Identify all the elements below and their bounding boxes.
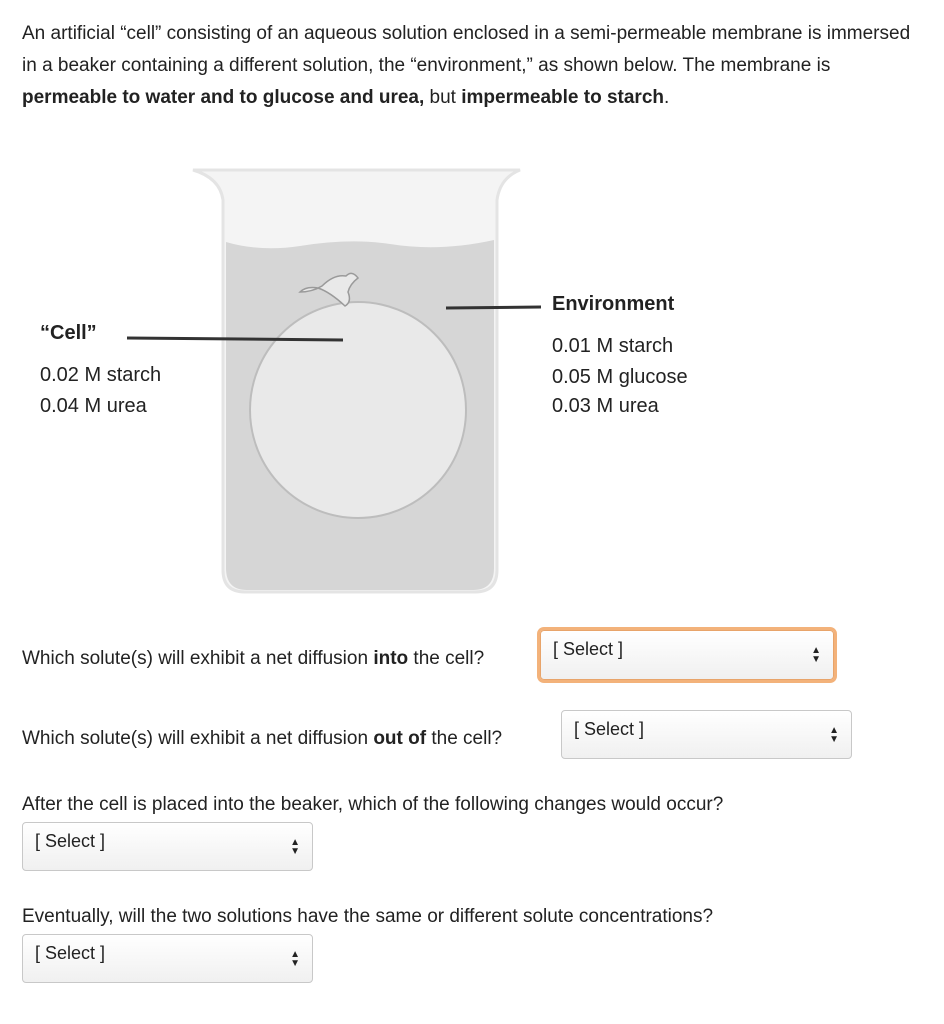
select-concentrations[interactable] <box>22 934 313 983</box>
select-value: [ Select ] <box>35 943 106 963</box>
intro-bold-permeable: permeable to water and to glucose and urea, <box>22 87 425 108</box>
intro-bold-impermeable: impermeable to starch <box>461 87 664 108</box>
cell-solute-urea: 0.04 M urea <box>40 395 147 417</box>
environment-leader-line <box>446 307 541 308</box>
select-value: [ Select ] <box>553 639 624 659</box>
select-value: [ Select ] <box>574 719 645 739</box>
question-concentrations: Eventually, will the two solutions have the same or different solute concentrations? <box>22 906 714 927</box>
question-out-of-cell: Which solute(s) will exhibit a net diffusion out of the cell? <box>22 728 503 749</box>
intro-text-3: . <box>664 87 670 108</box>
up-down-arrows-icon: ▲ ▼ <box>829 724 839 745</box>
intro-text-2: but <box>424 87 462 108</box>
beaker-figure <box>0 160 944 600</box>
question-changes: After the cell is placed into the beaker, which of the following changes would occur? <box>22 794 724 815</box>
cell-leader-line <box>127 338 343 340</box>
intro-text-1: An artificial “cell” consisting of an aqueous solution enclosed in a semi-permeable membrane is immersed in a beaker containing a different solution, the “environment,” as shown below. The membrane is <box>22 23 911 76</box>
up-down-arrows-icon: ▲ ▼ <box>811 645 821 665</box>
select-out-of-cell[interactable] <box>561 710 852 759</box>
env-solute-starch: 0.01 M starch <box>552 335 674 357</box>
cell-label: “Cell” <box>40 322 97 344</box>
up-down-arrows-icon: ▲ ▼ <box>290 948 300 969</box>
question-into-cell: Which solute(s) will exhibit a net diffusion into the cell? <box>22 648 485 669</box>
select-value: [ Select ] <box>35 831 106 851</box>
select-changes[interactable] <box>22 822 313 871</box>
intro-paragraph <box>22 18 922 114</box>
up-down-arrows-icon: ▲ ▼ <box>290 836 300 857</box>
environment-label: Environment <box>552 293 675 315</box>
select-into-cell[interactable] <box>540 630 834 680</box>
env-solute-urea: 0.03 M urea <box>552 395 659 417</box>
cell-sphere <box>250 302 466 518</box>
cell-solute-starch: 0.02 M starch <box>40 364 162 386</box>
env-solute-glucose: 0.05 M glucose <box>552 366 688 388</box>
